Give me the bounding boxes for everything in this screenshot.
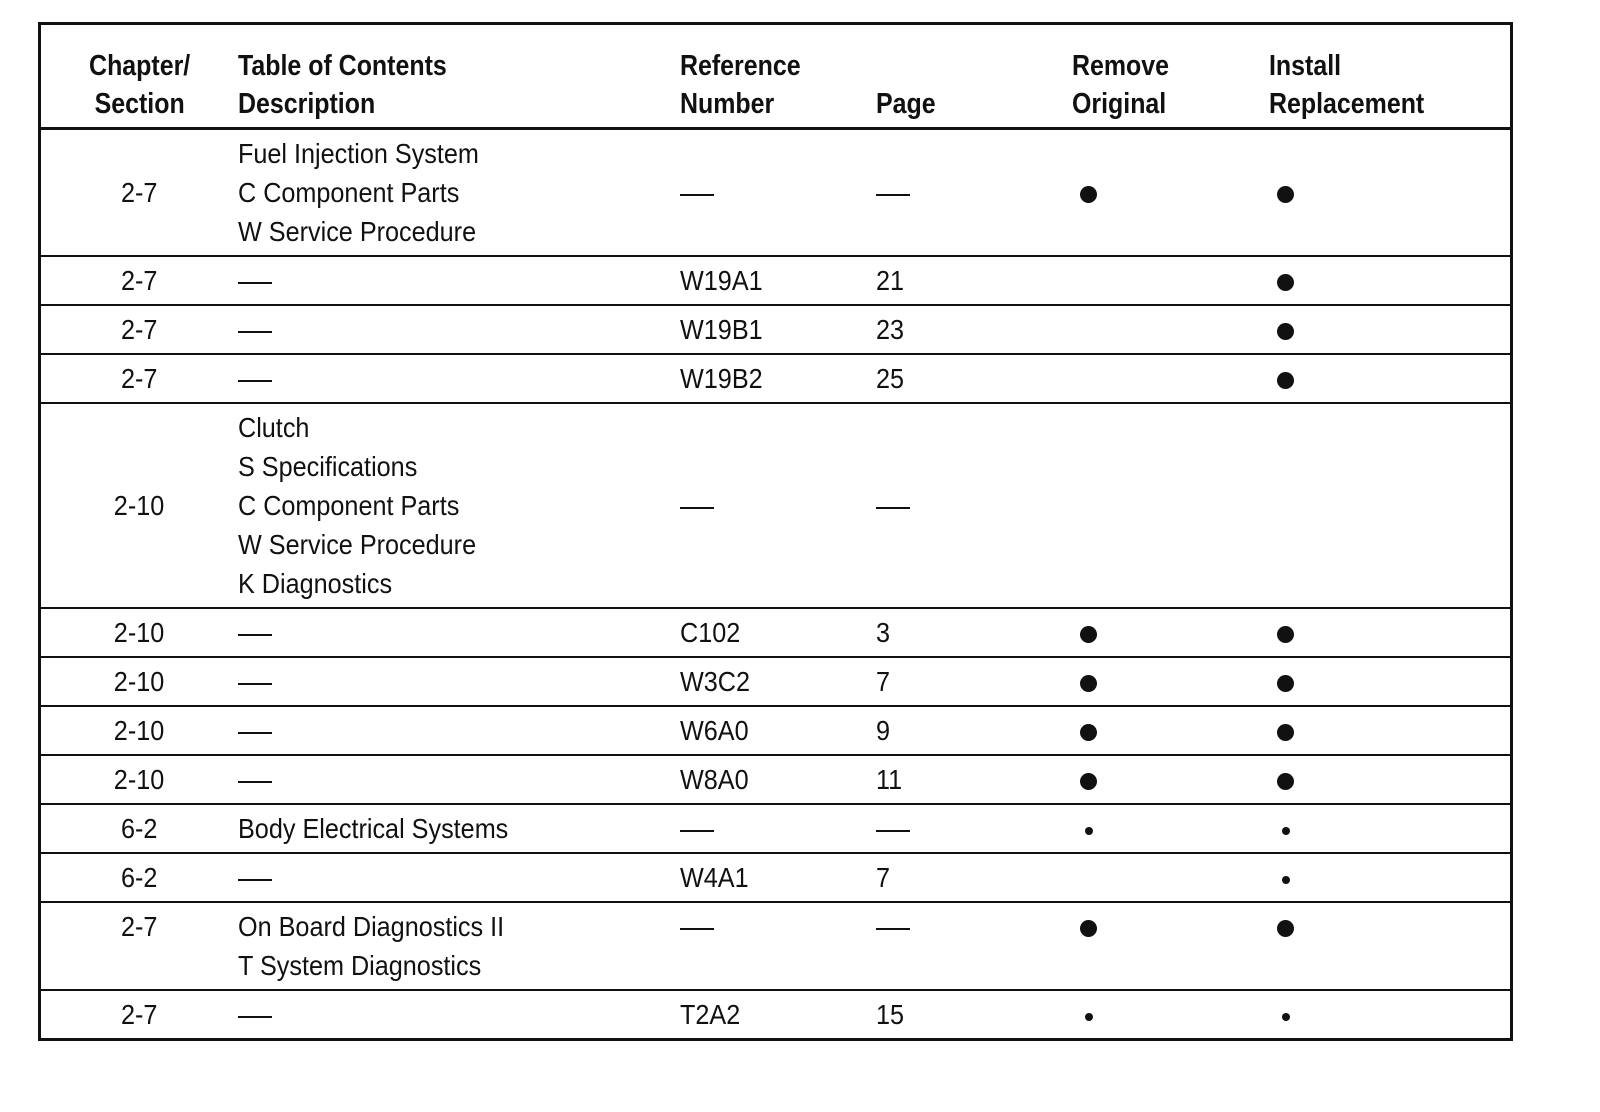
table-header-row — [40, 24, 1512, 129]
reference-number-cell: C102 — [679, 617, 740, 648]
remove-original-bullet-icon — [1080, 675, 1097, 692]
reference-number-cell: W19B2 — [679, 363, 763, 394]
empty-dash — [876, 830, 910, 832]
remove-original-bullet-icon — [1080, 724, 1097, 741]
empty-dash — [876, 928, 910, 930]
description-line: W Service Procedure — [237, 529, 476, 560]
reference-number-cell: W6A0 — [679, 715, 749, 746]
page-header: Page — [876, 24, 1045, 129]
page-cell — [876, 403, 1072, 608]
install-replacement-bullet-icon — [1282, 1013, 1290, 1021]
page-cell: 15 — [875, 999, 904, 1030]
parts-reference-table — [38, 22, 1513, 1041]
empty-dash — [238, 282, 272, 284]
remove-original-cell — [1072, 657, 1269, 706]
reference-number-header: Reference Number — [680, 24, 849, 129]
table-row — [40, 657, 1512, 706]
install-replacement-cell — [1269, 755, 1512, 804]
remove-original-cell — [1072, 403, 1269, 608]
install-replacement-bullet-icon — [1277, 724, 1294, 741]
page-cell: 21 — [875, 265, 904, 296]
remove-original-bullet-icon — [1080, 186, 1097, 203]
install-replacement-cell — [1269, 902, 1512, 990]
remove-original-bullet-icon — [1080, 773, 1097, 790]
install-replacement-bullet-icon — [1277, 773, 1294, 790]
table-row — [40, 608, 1512, 657]
empty-dash — [238, 781, 272, 783]
empty-dash — [238, 879, 272, 881]
table-row — [40, 990, 1512, 1040]
table-row — [40, 305, 1512, 354]
install-replacement-cell — [1269, 256, 1512, 305]
remove-original-cell — [1072, 706, 1269, 755]
description-cell — [238, 657, 680, 706]
empty-dash — [680, 507, 714, 509]
install-replacement-bullet-icon — [1277, 323, 1294, 340]
table-row — [40, 902, 1512, 990]
chapter-section-cell: 6-2 — [121, 862, 158, 893]
empty-dash — [876, 194, 910, 196]
reference-number-cell: T2A2 — [679, 999, 740, 1030]
table-row — [40, 706, 1512, 755]
empty-dash — [680, 194, 714, 196]
chapter-section-cell: 2-7 — [121, 363, 158, 394]
description-cell — [238, 305, 680, 354]
reference-number-cell: W3C2 — [679, 666, 750, 697]
chapter-section-cell: 2-7 — [121, 911, 158, 942]
chapter-section-cell: 2-10 — [114, 617, 165, 648]
table-row — [40, 256, 1512, 305]
description-line: S Specifications — [237, 451, 417, 482]
description-line: K Diagnostics — [237, 568, 392, 599]
table-row — [40, 853, 1512, 902]
install-replacement-bullet-icon — [1277, 626, 1294, 643]
install-replacement-bullet-icon — [1282, 876, 1290, 884]
description-cell — [238, 706, 680, 755]
description-line: Clutch — [237, 412, 309, 443]
reference-number-cell — [680, 804, 876, 853]
table-body — [40, 129, 1512, 1040]
page-cell — [876, 129, 1072, 257]
reference-number-cell — [680, 403, 876, 608]
install-replacement-cell — [1269, 853, 1512, 902]
description-cell — [238, 256, 680, 305]
chapter-section-cell: 6-2 — [121, 813, 158, 844]
remove-original-cell — [1072, 853, 1269, 902]
table-row — [40, 403, 1512, 608]
description-cell — [238, 403, 680, 608]
install-replacement-bullet-icon — [1277, 675, 1294, 692]
install-replacement-cell — [1269, 129, 1512, 257]
table-row — [40, 354, 1512, 403]
install-replacement-cell — [1269, 990, 1512, 1040]
install-replacement-cell — [1269, 804, 1512, 853]
table-row — [40, 129, 1512, 257]
remove-original-cell — [1072, 608, 1269, 657]
install-replacement-bullet-icon — [1282, 827, 1290, 835]
remove-original-bullet-icon — [1085, 827, 1093, 835]
install-replacement-bullet-icon — [1277, 274, 1294, 291]
description-line: On Board Diagnostics II — [237, 911, 504, 942]
page-cell: 11 — [875, 764, 902, 795]
description-line: Body Electrical Systems — [237, 813, 508, 844]
description-cell — [238, 853, 680, 902]
reference-number-cell: W19A1 — [679, 265, 763, 296]
install-replacement-cell — [1269, 354, 1512, 403]
description-line: Fuel Injection System — [237, 138, 479, 169]
remove-original-cell — [1072, 354, 1269, 403]
empty-dash — [238, 380, 272, 382]
table-row — [40, 755, 1512, 804]
empty-dash — [238, 683, 272, 685]
empty-dash — [876, 507, 910, 509]
reference-number-cell — [680, 129, 876, 257]
empty-dash — [238, 732, 272, 734]
empty-dash — [238, 634, 272, 636]
remove-original-cell — [1072, 990, 1269, 1040]
page-cell — [876, 902, 1072, 990]
install-replacement-cell — [1269, 608, 1512, 657]
description-cell — [238, 755, 680, 804]
empty-dash — [680, 830, 714, 832]
chapter-section-cell: 2-7 — [121, 999, 158, 1030]
remove-original-header: Remove Original — [1072, 24, 1241, 129]
reference-number-cell — [680, 902, 876, 990]
description-line: W Service Procedure — [237, 216, 476, 247]
page-cell: 23 — [875, 314, 904, 345]
empty-dash — [238, 331, 272, 333]
description-cell — [238, 990, 680, 1040]
chapter-section-cell: 2-7 — [121, 177, 158, 208]
description-cell — [238, 129, 680, 257]
install-replacement-bullet-icon — [1277, 920, 1294, 937]
page-cell: 9 — [875, 715, 890, 746]
remove-original-bullet-icon — [1085, 1013, 1093, 1021]
description-line: C Component Parts — [237, 177, 459, 208]
reference-number-cell: W19B1 — [679, 314, 763, 345]
description-cell — [238, 354, 680, 403]
reference-number-cell: W4A1 — [679, 862, 749, 893]
page-cell: 3 — [875, 617, 890, 648]
remove-original-cell — [1072, 755, 1269, 804]
description-header: Table of Contents Description — [238, 24, 618, 129]
description-cell — [238, 902, 680, 990]
remove-original-cell — [1072, 902, 1269, 990]
chapter-section-cell: 2-10 — [114, 764, 165, 795]
empty-dash — [680, 928, 714, 930]
install-replacement-cell — [1269, 403, 1512, 608]
install-replacement-cell — [1269, 305, 1512, 354]
page-cell: 7 — [875, 862, 890, 893]
page-cell: 25 — [875, 363, 904, 394]
chapter-section-cell: 2-10 — [114, 666, 165, 697]
description-cell — [238, 608, 680, 657]
page-cell — [876, 804, 1072, 853]
chapter-section-header: Chapter/ Section — [53, 24, 223, 129]
remove-original-cell — [1072, 256, 1269, 305]
install-replacement-bullet-icon — [1277, 372, 1294, 389]
remove-original-bullet-icon — [1080, 920, 1097, 937]
remove-original-cell — [1072, 129, 1269, 257]
chapter-section-cell: 2-10 — [114, 490, 165, 521]
chapter-section-cell: 2-10 — [114, 715, 165, 746]
remove-original-cell — [1072, 305, 1269, 354]
table-row — [40, 804, 1512, 853]
remove-original-bullet-icon — [1080, 626, 1097, 643]
description-cell — [238, 804, 680, 853]
empty-dash — [238, 1016, 272, 1018]
install-replacement-cell — [1269, 657, 1512, 706]
install-replacement-header: Install Replacement — [1269, 24, 1478, 129]
description-line: T System Diagnostics — [237, 950, 481, 981]
chapter-section-cell: 2-7 — [121, 314, 158, 345]
install-replacement-bullet-icon — [1277, 186, 1294, 203]
chapter-section-cell: 2-7 — [121, 265, 158, 296]
page-cell: 7 — [875, 666, 890, 697]
install-replacement-cell — [1269, 706, 1512, 755]
description-line: C Component Parts — [237, 490, 459, 521]
remove-original-cell — [1072, 804, 1269, 853]
reference-number-cell: W8A0 — [679, 764, 749, 795]
